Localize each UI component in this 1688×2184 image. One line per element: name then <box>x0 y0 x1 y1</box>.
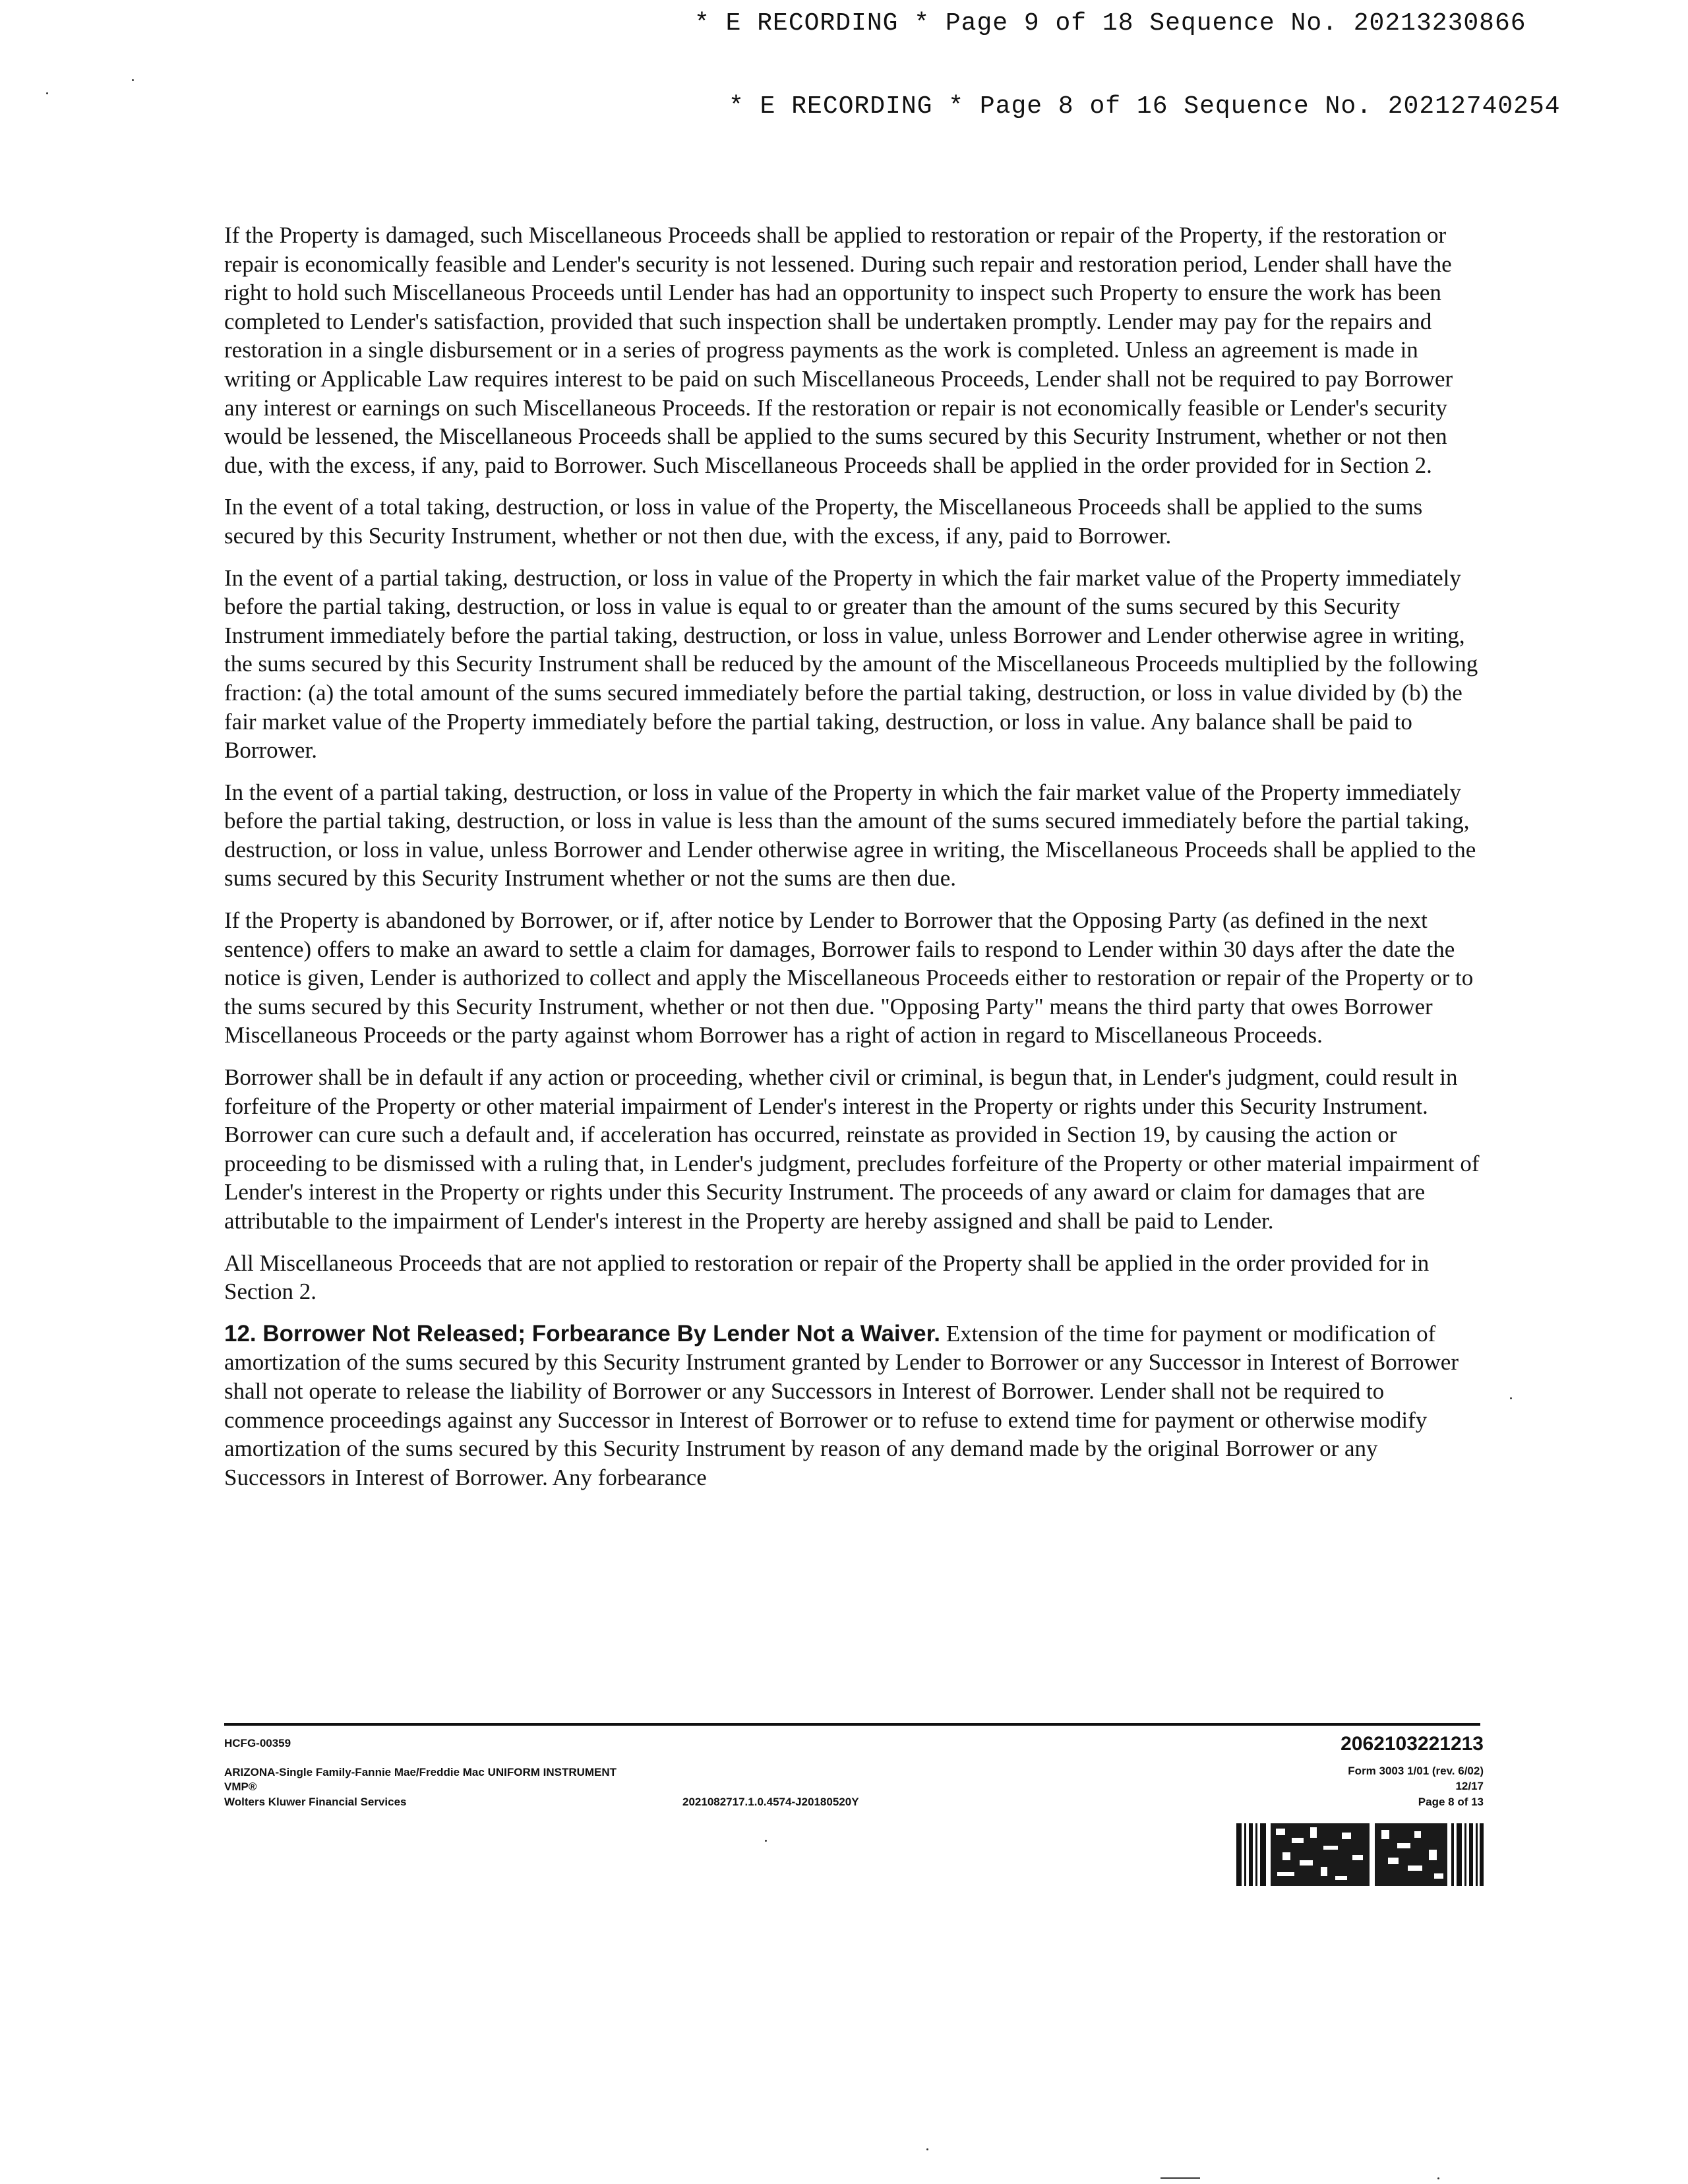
paragraph-default-proceeding: Borrower shall be in default if any action or proceeding, whether civil or criminal, is begun that, in Lender's judgment, could result in forfeiture of the Property or other material impairment of Lender's interest in the Property or rights under this Security Instrument. Borrower can cure such a default and, if acceleration has occurred, reinstate as provided in Section 19, by causing the action or proceeding to be dismissed with a ruling that, in Lender's judgment, precludes forfeiture of the Property or other material impairment of Lender's interest in the Property or rights under this Security Instrument. The proceeds of any award or claim for damages that are attributable to the impairment of Lender's interest in the Property are hereby assigned and shall be paid to Lender. <box>224 1064 1480 1234</box>
paragraph-total-taking: In the event of a total taking, destruction, or loss in value of the Property, the Miscellaneous Proceeds shall be applied to the sums secured by this Security Instrument, whether or not then due, with the excess, if any, paid to Borrower. <box>224 494 1423 549</box>
paragraph-restoration: If the Property is damaged, such Miscellaneous Proceeds shall be applied to restoration or repair of the Property, if the restoration or repair is economically feasible and Lender's security is not lessened. During such repair and restoration period, Lender shall have the right to hold such Miscellaneous Proceeds until Lender has had an opportunity to inspect such Property to ensure the work has been completed to Lender's satisfaction, provided that such inspection shall be undertaken promptly. Lender may pay for the repairs and restoration in a single disbursement or in a series of progress payments as the work is completed. Unless an agreement is made in writing or Applicable Law requires interest to be paid on such Miscellaneous Proceeds, Lender shall not be required to pay Borrower any interest or earnings on such Miscellaneous Proceeds. If the restoration or repair is not economically feasible or Lender's security would be lessened, the Miscellaneous Proceeds shall be applied to the sums secured by this Security Instrument, whether or not then due, with the excess, if any, paid to Borrower. Such Miscellaneous Proceeds shall be applied in the order provided for in Section 2. <box>224 222 1453 478</box>
scan-speck <box>46 92 48 94</box>
paragraph-partial-taking-less: In the event of a partial taking, destruction, or loss in value of the Property in which the fair market value of the Property immediately before the partial taking, destruction, or loss in value is less than the amount of the sums secured immediately before the partial taking, destruction, or loss in value, unless Borrower and Lender otherwise agree in writing, the Miscellaneous Proceeds shall be applied to the sums secured by this Security Instrument whether or not the sums are then due. <box>224 779 1476 892</box>
footer-revision-date: 12/17 <box>1455 1780 1484 1792</box>
paragraph-unapplied-proceeds: All Miscellaneous Proceeds that are not applied to restoration or repair of the Property shall be applied in the order provided for in Section 2. <box>224 1250 1430 1305</box>
scan-speck <box>765 1840 767 1842</box>
section-12-heading: 12. Borrower Not Released; Forbearance By Lender Not a Waiver. <box>224 1320 940 1347</box>
section-12-text: Extension of the time for payment or modification of amortization of the sums secured by this Security Instrument granted by Lender to Borrower or any Successor in Interest of Borrower shall not operate to release the liability of Borrower or any Successors in Interest of Borrower. Lender shall not be required to commence proceedings against any Successor in Interest of Borrower or to refuse to extend time for payment or otherwise modify amortization of the sums secured by this Security Instrument by reason of any demand made by the original Borrower or any Successors in Interest of Borrower. Any forbearance <box>224 1320 1459 1490</box>
footer-form-code: HCFG-00359 <box>224 1737 291 1749</box>
footer-form-number: Form 3003 1/01 (rev. 6/02) <box>1348 1765 1484 1777</box>
document-body <box>224 221 1484 1505</box>
scan-speck <box>132 79 134 81</box>
recording-header-line-1: * E RECORDING * Page 9 of 18 Sequence No. 20213230866 <box>694 9 1526 38</box>
footer-loan-number: 2062103221213 <box>1341 1733 1484 1755</box>
footer-vmp: VMP® <box>224 1780 257 1793</box>
scan-speck <box>1510 1397 1512 1399</box>
footer-instrument-title: ARIZONA-Single Family-Fannie Mae/Freddie Mac UNIFORM INSTRUMENT <box>224 1766 617 1778</box>
footer-document-id: 2021082717.1.0.4574-J20180520Y <box>682 1796 859 1808</box>
footer-publisher: Wolters Kluwer Financial Services <box>224 1796 407 1808</box>
scan-speck <box>1160 2177 1200 2179</box>
scan-speck <box>926 2148 928 2150</box>
barcode-icon <box>1236 1823 1484 1886</box>
section-12 <box>224 1320 1484 1492</box>
paragraph-abandoned-property: If the Property is abandoned by Borrower, or if, after notice by Lender to Borrower that the Opposing Party (as defined in the next sentence) offers to make an award to settle a claim for damages, Borrower fails to respond to Lender within 30 days after the date the notice is given, Lender is authorized to collect and apply the Miscellaneous Proceeds either to restoration or repair of the Property or to the sums secured by this Security Instrument, whether or not then due. "Opposing Party" means the third party that owes Borrower Miscellaneous Proceeds or the party against whom Borrower has a right of action in regard to Miscellaneous Proceeds. <box>224 907 1474 1048</box>
footer-divider <box>224 1723 1480 1726</box>
scan-speck <box>1437 2177 1439 2179</box>
paragraph-partial-taking-greater: In the event of a partial taking, destruction, or loss in value of the Property in which the fair market value of the Property immediately before the partial taking, destruction, or loss in value is equal to or greater than the amount of the sums secured by this Security Instrument immediately before the partial taking, destruction, or loss in value, unless Borrower and Lender otherwise agree in writing, the sums secured by this Security Instrument shall be reduced by the amount of the Miscellaneous Proceeds multiplied by the following fraction: (a) the total amount of the sums secured immediately before the partial taking, destruction, or loss in value divided by (b) the fair market value of the Property immediately before the partial taking, destruction, or loss in value. Any balance shall be paid to Borrower. <box>224 564 1478 764</box>
footer-page-number: Page 8 of 13 <box>1418 1796 1484 1808</box>
recording-header-line-2: * E RECORDING * Page 8 of 16 Sequence No. 20212740254 <box>729 92 1561 121</box>
